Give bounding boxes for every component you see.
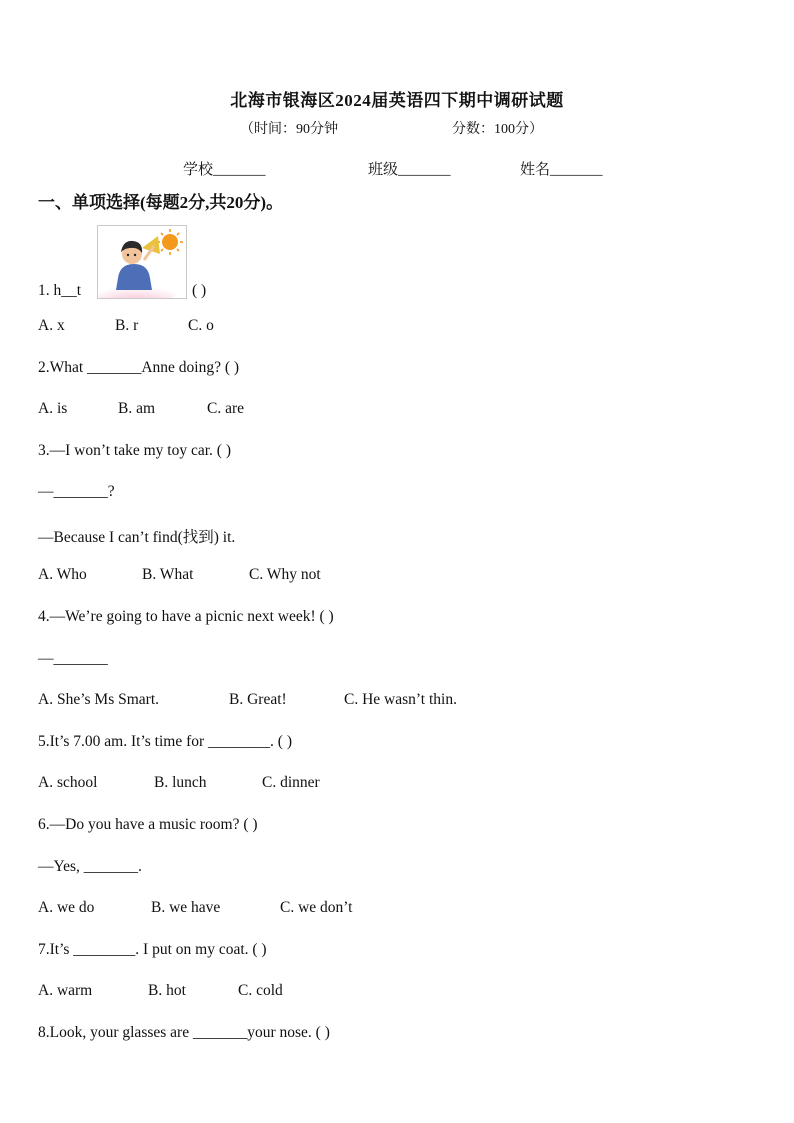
q3-dialog-1: —_______? [38, 483, 115, 500]
q4-option-c: C. He wasn’t thin. [344, 691, 457, 708]
class-field: 班级_______ [368, 162, 451, 178]
sun-icon [157, 229, 183, 255]
exam-time: （时间：90分钟 [240, 122, 338, 137]
q3-option-b: B. What [142, 566, 194, 583]
q3-option-a: A. Who [38, 566, 87, 583]
q7-option-a: A. warm [38, 982, 93, 999]
question-5-stem: 5.It’s 7.00 am. It’s time for ________. ( ) [38, 733, 292, 750]
question-1-stem: 1. h__t [38, 282, 82, 299]
name-field: 姓名_______ [520, 162, 603, 178]
q4-dialog-1: —_______ [38, 650, 108, 667]
question-6-stem: 6.—Do you have a music room? ( ) [38, 816, 258, 833]
q6-option-a: A. we do [38, 899, 95, 916]
q7-option-b: B. hot [148, 982, 186, 999]
q6-option-b: B. we have [151, 899, 221, 916]
q1-option-a: A. x [38, 317, 65, 334]
q6-option-c: C. we don’t [280, 899, 353, 916]
q6-dialog-1: —Yes, _______. [38, 858, 142, 875]
q5-option-b: B. lunch [154, 774, 207, 791]
hot-weather-picture [97, 225, 187, 299]
q4-option-a: A. She’s Ms Smart. [38, 691, 159, 708]
question-1-answer-paren: ( ) [192, 282, 207, 299]
q2-option-c: C. are [207, 400, 245, 417]
question-4-stem: 4.—We’re going to have a picnic next week! ( ) [38, 608, 334, 625]
question-7-stem: 7.It’s ________. I put on my coat. ( ) [38, 941, 267, 958]
exam-score: 分数：100分） [452, 122, 543, 137]
q7-option-c: C. cold [238, 982, 283, 999]
q2-option-a: A. is [38, 400, 68, 417]
question-8-stem: 8.Look, your glasses are _______your nose. ( ) [38, 1024, 330, 1041]
page-title: 北海市银海区2024届英语四下期中调研试题 [230, 91, 564, 110]
q4-option-b: B. Great! [229, 691, 287, 708]
question-3-stem: 3.—I won’t take my toy car. ( ) [38, 442, 231, 459]
q5-option-c: C. dinner [262, 774, 320, 791]
school-field: 学校_______ [183, 162, 266, 178]
section-heading: 一、单项选择(每题2分,共20分)。 [38, 193, 284, 212]
q1-option-c: C. o [188, 317, 214, 334]
q2-option-b: B. am [118, 400, 156, 417]
q1-option-b: B. r [115, 317, 139, 334]
q5-option-a: A. school [38, 774, 98, 791]
q3-option-c: C. Why not [249, 566, 321, 583]
question-2-stem: 2.What _______Anne doing? ( ) [38, 359, 240, 376]
q3-dialog-2: —Because I can’t find(找到) it. [38, 529, 236, 546]
